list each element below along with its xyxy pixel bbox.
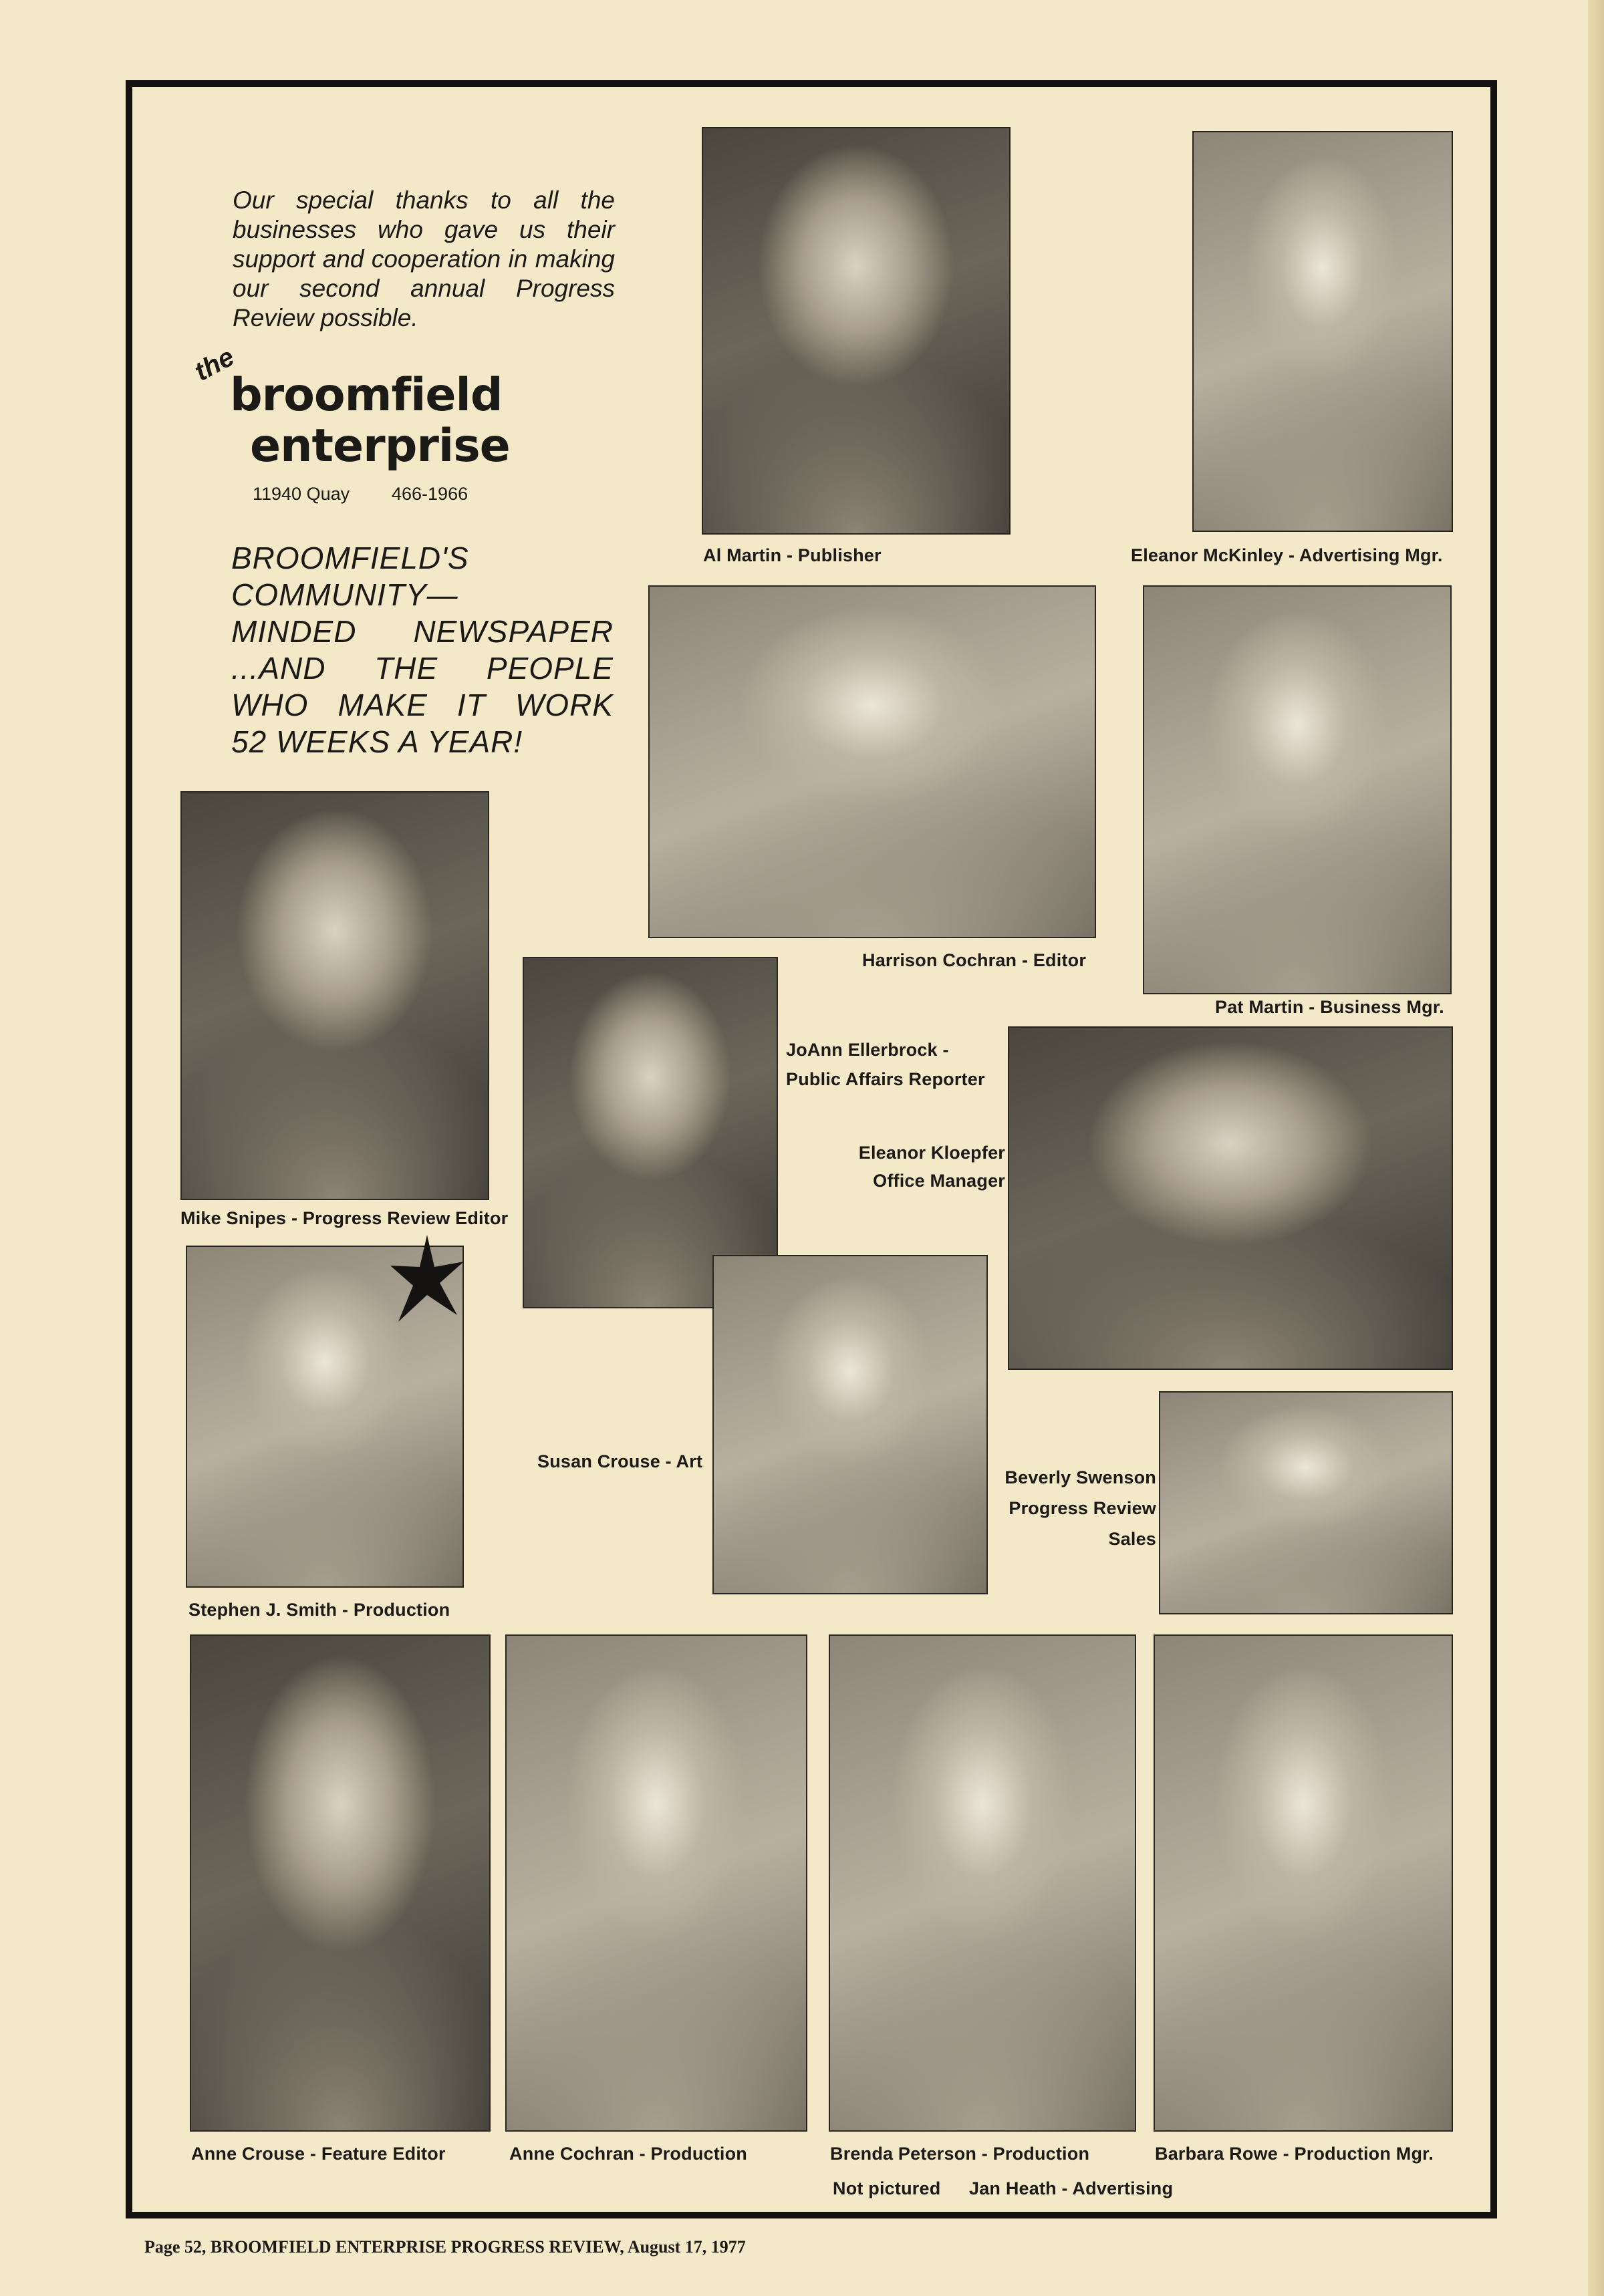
headline [231, 540, 614, 760]
caption-mike-snipes: Mike Snipes - Progress Review Editor [180, 1208, 509, 1228]
caption-anne-cochran: Anne Cochran - Production [509, 2144, 747, 2164]
caption-barbara-rowe: Barbara Rowe - Production Mgr. [1155, 2144, 1434, 2164]
headline-line: WHO MAKE IT WORK [231, 688, 614, 722]
caption-kloepfer-line1: Eleanor Kloepfer [858, 1143, 1005, 1163]
headline-line: MINDED NEWSPAPER [231, 614, 614, 649]
photo-anne-crouse [190, 1634, 491, 2132]
caption-beverly-line1: Beverly Swenson [1005, 1467, 1156, 1487]
headline-line: ...AND THE PEOPLE [231, 651, 614, 686]
caption-not-pictured: Not pictured [833, 2178, 941, 2198]
page-footer: Page 52, BROOMFIELD ENTERPRISE PROGRESS REVIEW, August 17, 1977 [144, 2237, 746, 2257]
photo-susan-crouse [712, 1255, 988, 1594]
photo-eleanor-kloepfer [1008, 1026, 1453, 1370]
photo-harrison-cochran [648, 585, 1096, 938]
headline-line: COMMUNITY— [231, 577, 458, 612]
caption-stephen-smith: Stephen J. Smith - Production [188, 1600, 450, 1620]
photo-barbara-rowe [1154, 1634, 1453, 2132]
photo-mike-snipes [180, 791, 489, 1200]
photo-eleanor-mckinley [1192, 131, 1453, 532]
paper-edge [1588, 0, 1604, 2296]
caption-eleanor-mckinley: Eleanor McKinley - Advertising Mgr. [1131, 545, 1443, 565]
caption-joann-line2: Public Affairs Reporter [786, 1069, 985, 1089]
headline-line: 52 WEEKS A YEAR! [231, 724, 523, 759]
caption-beverly-line2: Progress Review [1009, 1498, 1156, 1518]
star-decoration-icon [390, 1235, 464, 1328]
caption-beverly-line3: Sales [1108, 1529, 1156, 1549]
photo-anne-cochran [505, 1634, 807, 2132]
caption-harrison-cochran: Harrison Cochran - Editor [862, 950, 1087, 970]
caption-kloepfer-line2: Office Manager [873, 1171, 1005, 1191]
caption-brenda-peterson: Brenda Peterson - Production [830, 2144, 1090, 2164]
logo-enterprise: enterprise [250, 420, 510, 472]
logo-broomfield: broomfield [230, 369, 503, 422]
headline-line: BROOMFIELD'S [231, 541, 469, 575]
caption-joann-line1: JoAnn Ellerbrock - [786, 1040, 949, 1060]
photo-pat-martin [1143, 585, 1452, 994]
photo-al-martin [702, 127, 1011, 535]
caption-anne-crouse: Anne Crouse - Feature Editor [191, 2144, 446, 2164]
logo-address: 11940 Quay [253, 484, 350, 504]
photo-brenda-peterson [829, 1634, 1136, 2132]
photo-beverly-swenson [1159, 1391, 1453, 1614]
caption-jan-heath: Jan Heath - Advertising [969, 2178, 1174, 2198]
caption-al-martin: Al Martin - Publisher [703, 545, 882, 565]
logo-the: the [190, 341, 239, 387]
logo-phone: 466-1966 [392, 484, 469, 504]
caption-pat-martin: Pat Martin - Business Mgr. [1215, 997, 1444, 1017]
caption-susan-crouse: Susan Crouse - Art [537, 1451, 703, 1471]
thanks-text: Our special thanks to all the businesses who gave us their support and cooperation in making our second annual Progress Review possible. [233, 186, 615, 331]
